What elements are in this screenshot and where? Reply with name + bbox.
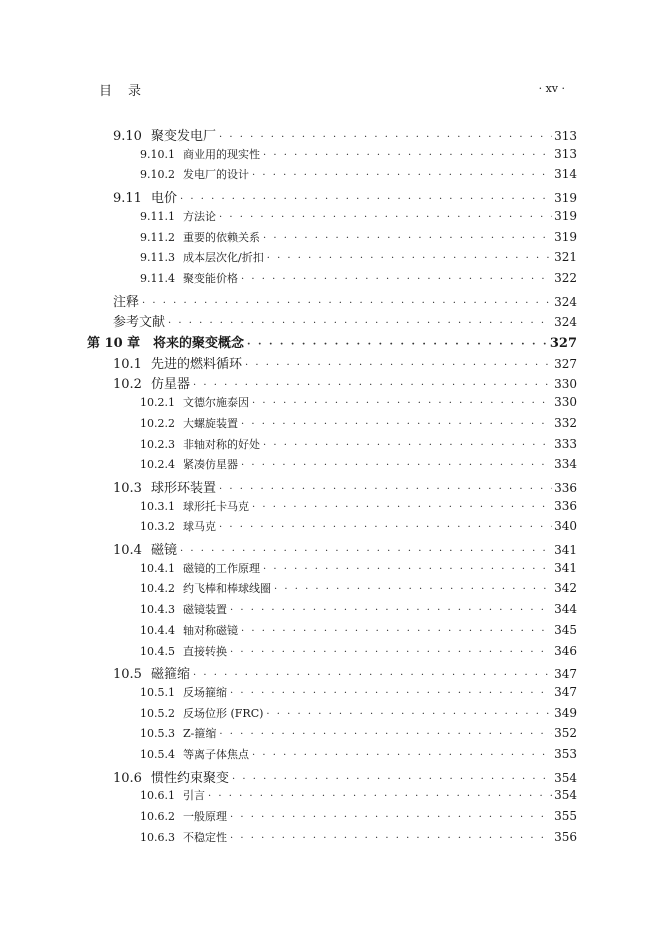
toc-entry xyxy=(140,725,577,745)
dot-leader xyxy=(230,833,552,844)
toc-entry-page: 327 xyxy=(549,336,577,351)
toc-entry-page: 333 xyxy=(554,436,577,451)
toc-entry-number: 10.2.3 xyxy=(140,437,175,451)
toc-entry-title: 磁箍缩 xyxy=(151,667,191,683)
toc-entry xyxy=(140,808,577,828)
dot-leader xyxy=(193,670,552,681)
toc-entry-number: 9.11.2 xyxy=(140,230,175,244)
toc-entry xyxy=(140,705,577,725)
toc-entry-page: 336 xyxy=(554,480,577,495)
toc-entry-title: 发电厂的设计 xyxy=(183,168,249,182)
toc-entry-title: 仿星器 xyxy=(151,377,191,393)
toc-entry xyxy=(113,373,577,393)
toc-entry-number: 10.3.2 xyxy=(140,520,175,534)
toc-entry-title: 成本层次化/折扣 xyxy=(183,251,264,265)
toc-entry-number: 10.1 xyxy=(113,356,142,372)
toc-entry-title: 注释 xyxy=(113,294,140,310)
toc-entry-page: 352 xyxy=(554,726,577,741)
dot-leader xyxy=(263,233,552,244)
toc-entry-page: 342 xyxy=(554,581,577,596)
toc-entry xyxy=(140,146,577,166)
toc-entry-page: 349 xyxy=(554,705,577,720)
toc-entry-number: 10.5.3 xyxy=(140,727,175,741)
toc-entry-title: 球形环装置 xyxy=(151,480,217,496)
toc-entry-number: 10.5 xyxy=(113,667,142,683)
toc-entry-title: Z-箍缩 xyxy=(183,727,217,741)
toc-entry-title: 文德尔施泰因 xyxy=(183,396,249,410)
running-header-title: 目录 xyxy=(99,84,158,99)
toc-entry-title: 磁镜的工作原理 xyxy=(183,561,260,575)
toc-entry-number: 10.2.4 xyxy=(140,458,175,472)
dot-leader xyxy=(168,318,552,329)
toc-entry-page: 319 xyxy=(554,191,577,206)
toc-entry-page: 321 xyxy=(554,250,577,265)
dot-leader xyxy=(180,194,552,205)
toc-entry-number: 10.4.2 xyxy=(140,582,175,596)
toc-entry-number: 10.4.5 xyxy=(140,644,175,658)
toc-entry-page: 322 xyxy=(554,270,577,285)
toc-entry-page: 330 xyxy=(554,377,577,392)
toc-entry xyxy=(140,498,577,518)
toc-entry xyxy=(140,622,577,642)
toc-entry-page: 324 xyxy=(554,294,577,309)
toc-entry xyxy=(140,560,577,580)
toc-entry-page: 353 xyxy=(554,747,577,761)
toc-entry xyxy=(140,270,577,290)
running-header-page-number: · xv · xyxy=(538,82,565,95)
toc-entry-title: 反场位形 (FRC) xyxy=(183,706,264,720)
toc-entry-number: 10.4.3 xyxy=(140,603,175,617)
toc-entry xyxy=(140,580,577,600)
toc-entry-number: 9.10.1 xyxy=(140,147,175,161)
toc-entry-number: 10.4.4 xyxy=(140,623,175,637)
toc-entry-title: 方法论 xyxy=(183,209,216,223)
toc-entry-title: 聚变能价格 xyxy=(183,271,238,285)
dot-leader xyxy=(232,774,552,785)
toc-entry-number: 10.2 xyxy=(113,377,142,393)
dot-leader xyxy=(230,688,552,699)
dot-leader xyxy=(252,170,552,181)
toc-entry-number: 10.5.2 xyxy=(140,706,175,720)
toc-entry-title: 惯性约束聚变 xyxy=(151,770,230,786)
toc-entry-title: 磁镜装置 xyxy=(183,603,227,617)
toc-entry-page: 313 xyxy=(554,129,577,143)
toc-entry-title: 一般原理 xyxy=(183,810,227,824)
dot-leader xyxy=(208,791,552,802)
toc-entry-number: 10.6.2 xyxy=(140,810,175,824)
toc-entry-page: 354 xyxy=(554,770,577,785)
dot-leader xyxy=(219,212,552,223)
toc-entry-number: 第 10 章 xyxy=(87,336,141,351)
toc-entry-number: 10.3 xyxy=(113,480,142,496)
toc-entry xyxy=(113,477,577,497)
toc-entry-title: 电价 xyxy=(151,191,178,207)
toc-entry xyxy=(140,456,577,476)
toc-entry-number: 10.6.1 xyxy=(140,789,175,803)
toc-entry-page: 340 xyxy=(554,519,577,534)
dot-leader xyxy=(263,150,552,161)
toc-entry-number: 10.3.1 xyxy=(140,499,175,513)
dot-leader xyxy=(230,605,552,616)
toc-entry xyxy=(113,353,577,373)
toc-entry-page: 330 xyxy=(554,395,577,410)
toc-entry-title: 约飞棒和棒球线圈 xyxy=(183,582,271,596)
toc-entry-number: 10.4 xyxy=(113,543,142,558)
toc-entry-number: 10.2.1 xyxy=(140,396,175,410)
toc-entry xyxy=(140,249,577,269)
dot-leader xyxy=(241,460,552,471)
toc-entry-page: 319 xyxy=(554,229,577,244)
toc-entry-page: 319 xyxy=(554,208,577,223)
dot-leader xyxy=(252,398,552,409)
dot-leader xyxy=(230,812,552,823)
dot-leader xyxy=(180,546,552,557)
toc-entry-number: 10.6 xyxy=(113,770,142,786)
dot-leader xyxy=(245,360,552,371)
dot-leader xyxy=(219,522,552,533)
toc-entry-title: 大螺旋装置 xyxy=(183,416,238,430)
toc-entry-page: 356 xyxy=(554,829,577,844)
toc-entry-page: 324 xyxy=(554,315,577,330)
toc-entry-page: 334 xyxy=(554,457,577,472)
toc-entry xyxy=(113,767,577,787)
toc-entry xyxy=(113,125,577,145)
toc-entry xyxy=(140,436,577,456)
dot-leader xyxy=(274,584,552,595)
toc-entry xyxy=(140,208,577,228)
dot-leader xyxy=(219,484,552,495)
toc-entry-page: 355 xyxy=(554,809,577,824)
toc-entry-page: 314 xyxy=(554,167,577,182)
toc-entry-number: 9.11.3 xyxy=(140,251,175,265)
dot-leader xyxy=(219,729,552,740)
toc-entry-title: 直接转换 xyxy=(183,644,227,658)
toc-entry-page: 344 xyxy=(554,602,577,617)
toc-entry-number: 9.10 xyxy=(113,129,142,144)
toc-entry-title: 先进的燃料循环 xyxy=(151,356,243,372)
toc-entry-title: 轴对称磁镜 xyxy=(183,623,238,637)
toc-entry-page: 341 xyxy=(554,560,577,575)
toc-entry-title: 参考文献 xyxy=(113,315,166,331)
dot-leader xyxy=(263,440,552,451)
toc-entry-number: 9.10.2 xyxy=(140,168,175,182)
toc-entry xyxy=(140,643,577,663)
toc-entry-title: 将来的聚变概念 xyxy=(153,336,245,351)
toc-entry-title: 磁镜 xyxy=(151,543,178,558)
toc-entry-page: 336 xyxy=(554,498,577,513)
toc-entry-title: 重要的依赖关系 xyxy=(183,230,260,244)
toc-entry-number: 9.11.1 xyxy=(140,209,175,223)
toc-entry xyxy=(113,311,577,331)
toc-entry xyxy=(140,518,577,538)
toc-entry-page: 313 xyxy=(554,146,577,161)
dot-leader xyxy=(230,647,552,658)
toc-entry-number: 10.5.4 xyxy=(140,748,175,761)
toc-entry xyxy=(140,394,577,414)
toc-entry xyxy=(140,829,577,849)
toc-entry-page: 347 xyxy=(554,667,577,682)
toc-entry-number: 9.11 xyxy=(113,191,142,207)
toc-entry-number: 10.6.3 xyxy=(140,830,175,844)
toc-entry-page: 346 xyxy=(554,643,577,658)
toc-entry-title: 等离子体焦点 xyxy=(183,748,249,761)
toc-entry xyxy=(140,684,577,704)
toc-entry-page: 341 xyxy=(554,543,577,557)
toc-entry-title: 引言 xyxy=(183,789,205,803)
toc-entry xyxy=(140,787,577,807)
dot-leader xyxy=(266,709,552,720)
toc-entry-title: 聚变发电厂 xyxy=(151,129,217,144)
dot-leader xyxy=(219,132,552,143)
toc-entry-number: 10.2.2 xyxy=(140,416,175,430)
toc-entry-page: 345 xyxy=(554,622,577,637)
toc-entry-page: 347 xyxy=(554,684,577,699)
toc-entry xyxy=(140,601,577,621)
toc-entry xyxy=(113,291,577,311)
toc-entry xyxy=(87,332,577,352)
toc-entry-title: 非轴对称的好处 xyxy=(183,437,260,451)
dot-leader xyxy=(142,298,552,309)
toc-entry-title: 球形托卡马克 xyxy=(183,499,249,513)
toc-entry-number: 10.4.1 xyxy=(140,561,175,575)
toc-entry-number: 9.11.4 xyxy=(140,271,175,285)
dot-leader xyxy=(252,502,552,513)
toc-entry-page: 327 xyxy=(554,356,577,371)
toc-entry-page: 332 xyxy=(554,415,577,430)
dot-leader xyxy=(241,274,552,285)
dot-leader xyxy=(267,253,552,264)
dot-leader xyxy=(263,564,552,575)
toc-entry xyxy=(113,187,577,207)
toc-entry-title: 不稳定性 xyxy=(183,830,227,844)
toc-entry xyxy=(113,663,577,683)
toc-entry-number: 10.5.1 xyxy=(140,685,175,699)
toc-entry-title: 反场箍缩 xyxy=(183,685,227,699)
dot-leader xyxy=(241,626,552,637)
toc-entry xyxy=(140,166,577,186)
toc-entry-title: 紧凑仿星器 xyxy=(183,458,238,472)
toc-entry xyxy=(140,746,577,766)
toc-entry xyxy=(140,415,577,435)
dot-leader xyxy=(193,380,552,391)
dot-leader xyxy=(252,750,552,761)
toc-entry xyxy=(140,229,577,249)
toc-entry-title: 球马克 xyxy=(183,520,216,534)
toc-entry xyxy=(113,539,577,559)
dot-leader xyxy=(247,339,548,350)
dot-leader xyxy=(241,419,552,430)
toc-entry-page: 354 xyxy=(554,788,577,803)
toc-entry-title: 商业用的现实性 xyxy=(183,147,260,161)
